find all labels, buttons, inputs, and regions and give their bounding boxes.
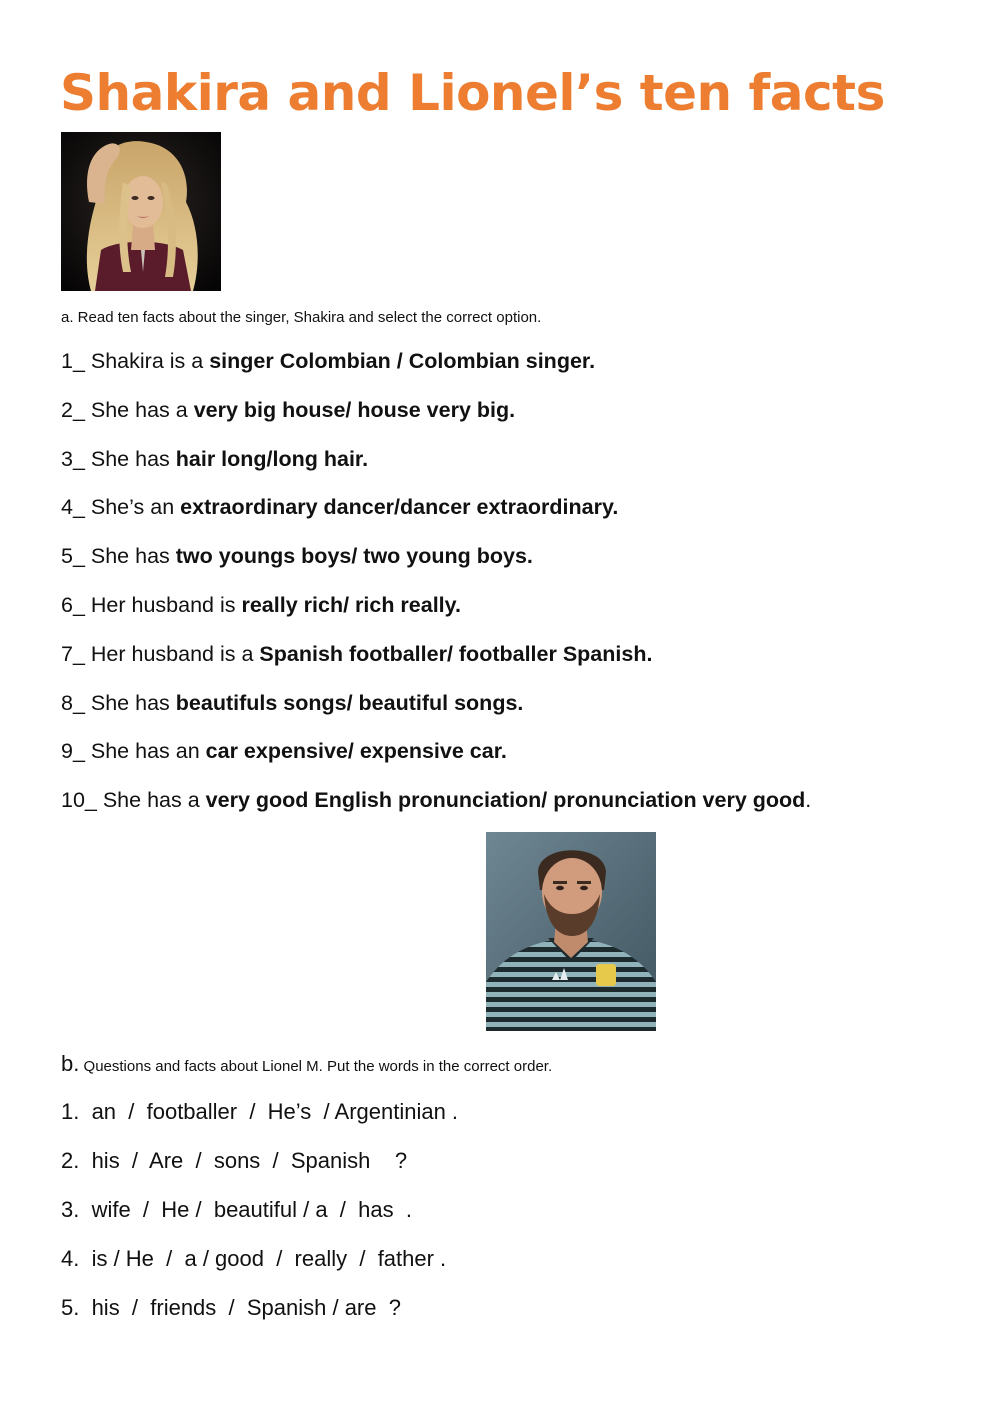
fact-options[interactable]: beautifuls songs/ beautiful songs.	[175, 690, 524, 715]
fact-prefix: 2_ She has a	[61, 397, 194, 422]
instruction-b	[61, 1049, 552, 1082]
fact-item	[61, 589, 811, 638]
word-order-item: 5. his / friends / Spanish / are ?	[61, 1295, 401, 1320]
fact-options[interactable]: car expensive/ expensive car.	[205, 739, 507, 764]
section-b-label: b.	[61, 1051, 80, 1076]
fact-item	[61, 540, 811, 589]
person-photo-icon	[486, 832, 656, 1031]
fact-prefix: 9_ She has an	[61, 739, 206, 764]
word-order-item: 4. is / He / a / good / really / father .	[61, 1246, 447, 1271]
instruction-a: a. Read ten facts about the singer, Shakira and select the correct option.	[61, 309, 542, 326]
fact-item	[61, 687, 811, 736]
fact-prefix: 4_ She’s an	[61, 495, 181, 520]
fact-options[interactable]: singer Colombian / Colombian singer.	[209, 349, 596, 373]
fact-prefix: 8_ She has	[61, 690, 176, 715]
fact-item	[61, 638, 811, 687]
word-order-item: 1. an / footballer / He’s / Argentinian .	[61, 1099, 459, 1124]
fact-options[interactable]: Spanish footballer/ footballer Spanish.	[259, 641, 653, 666]
word-order-list	[61, 1096, 458, 1341]
fact-item	[61, 443, 811, 492]
fact-options[interactable]: very good English pronunciation/ pronunciation very good	[205, 788, 806, 813]
fact-item	[61, 784, 811, 833]
fact-prefix: 1_ Shakira is a	[61, 349, 210, 373]
facts-list	[61, 345, 811, 833]
page-title: Shakira and Lionel’s ten facts	[60, 64, 885, 122]
fact-options[interactable]: two youngs boys/ two young boys.	[175, 544, 533, 569]
fact-item	[61, 394, 811, 443]
person-photo-icon	[61, 132, 221, 291]
word-order-item: 2. his / Are / sons / Spanish ?	[61, 1148, 408, 1173]
word-order-item: 3. wife / He / beautiful / a / has .	[61, 1197, 412, 1222]
lionel-photo	[486, 832, 656, 1031]
shakira-photo	[61, 132, 221, 291]
fact-prefix: 6_ Her husband is	[61, 592, 242, 617]
fact-prefix: 7_ Her husband is a	[61, 641, 260, 666]
fact-options[interactable]: really rich/ rich really.	[241, 592, 461, 617]
fact-suffix: .	[805, 788, 812, 813]
fact-item	[61, 491, 811, 540]
fact-options[interactable]: extraordinary dancer/dancer extraordinary.	[180, 495, 619, 520]
fact-options[interactable]: hair long/long hair.	[175, 446, 369, 471]
fact-prefix: 3_ She has	[61, 446, 176, 471]
section-b-instruction: Questions and facts about Lionel M. Put the words in the correct order.	[79, 1058, 553, 1075]
fact-prefix: 10_ She has a	[61, 788, 206, 813]
fact-item	[61, 735, 811, 784]
fact-prefix: 5_ She has	[61, 544, 176, 569]
fact-item	[61, 345, 811, 394]
fact-options[interactable]: very big house/ house very big.	[193, 397, 516, 422]
